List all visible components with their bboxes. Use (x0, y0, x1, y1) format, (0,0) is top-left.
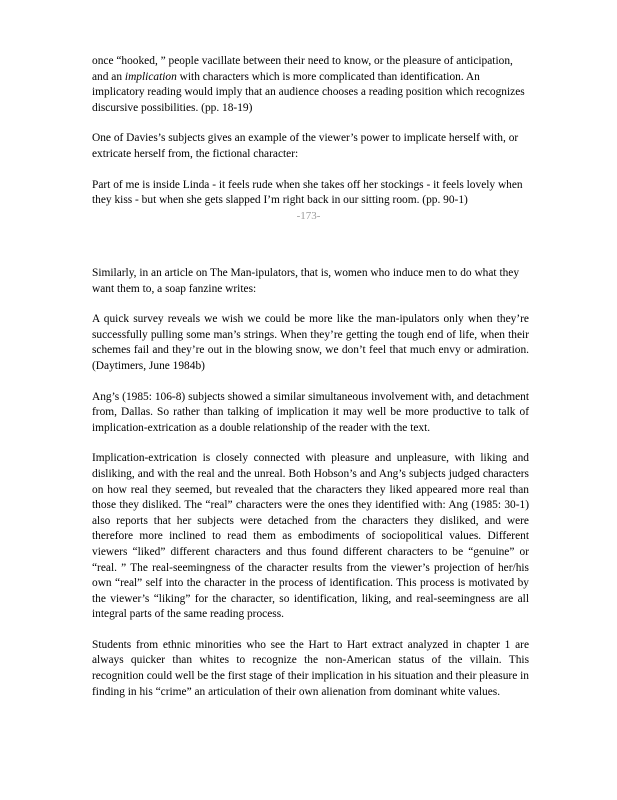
paragraph-text: with characters which is more complicated than identification. An implicatory reading would imply that an audience chooses a reading position which recognizes discursive possibilities. (pp. 18-19) (92, 70, 525, 114)
paragraph-text: once “hooked, ” people vacillate between their need to know, or the pleasure of anticipation, and an (92, 55, 513, 83)
upper-text-block (92, 54, 529, 209)
paragraph-manipulators: Similarly, in an article on The Man-ipulators, that is, women who induce men to do what they want them to, a soap fanzine writes: (92, 267, 520, 295)
paragraph-davies-subjects: One of Davies’s subjects gives an example of the viewer’s power to implicate herself with, or extricate herself from, the fictional character: (92, 132, 519, 160)
paragraph-fanzine-quote: A quick survey reveals we wish we could be more like the man-ipulators only when they’re successfully pulling some man’s strings. When they’re getting the tough end of life, when their schemes fail and they’re out in the blowing snow, we don’t feel that much envy or admiration. (Daytimers, June 1984b) (92, 313, 529, 372)
page-number: -173- (296, 210, 321, 222)
paragraph-ethnic-minorities: Students from ethnic minorities who see the Hart to Hart extract analyzed in chapter 1 are always quicker than whites to recognize the non-American status of the villain. This recognition could well be the first stage of their implication in his situation and their pleasure in finding in his “crime” an articulation of their own alienation from dominant white values. (92, 638, 529, 698)
paragraph-linda-quote: Part of me is inside Linda - it feels rude when she takes off her stockings - it feels lovely when they kiss - but when she gets slapped I’m right back in our sitting room. (pp. 90-1) (92, 178, 523, 207)
paragraph-implication-extrication: Implication-extrication is closely connected with pleasure and unpleasure, with liking and disliking, and with the real and the unreal. Both Hobson’s and Ang’s subjects judged characters on how real they seemed, but revealed that the characters they liked appeared more real than those they disliked. The “real” characters were the ones they identified with: Ang (1985: 30-1) also reports that her subjects were detached from the characters they disliked, and were therefore more inclined to read them as embodiments of sociopolitical values. Different viewers “liked” different characters and thus found different characters to be “genuine” or “real. ” The real-seemingness of the character results from the viewer’s projection of her/his own “real” self into the character in the process of identification. This process is motivated by the viewer’s “liking” for the character, so identification, liking, and real-seemingness are all integral parts of the same reading process. (92, 452, 529, 621)
emphasized-word: implication (124, 70, 177, 83)
paragraph-ang-subjects: Ang’s (1985: 106-8) subjects showed a similar simultaneous involvement with, and detachment from, Dallas. So rather than talking of implication it may well be more productive to talk of implication-extrication as a double relationship of the reader with the text. (92, 390, 529, 434)
lower-text-block (92, 266, 529, 700)
paragraph-implication-quote (92, 54, 529, 116)
